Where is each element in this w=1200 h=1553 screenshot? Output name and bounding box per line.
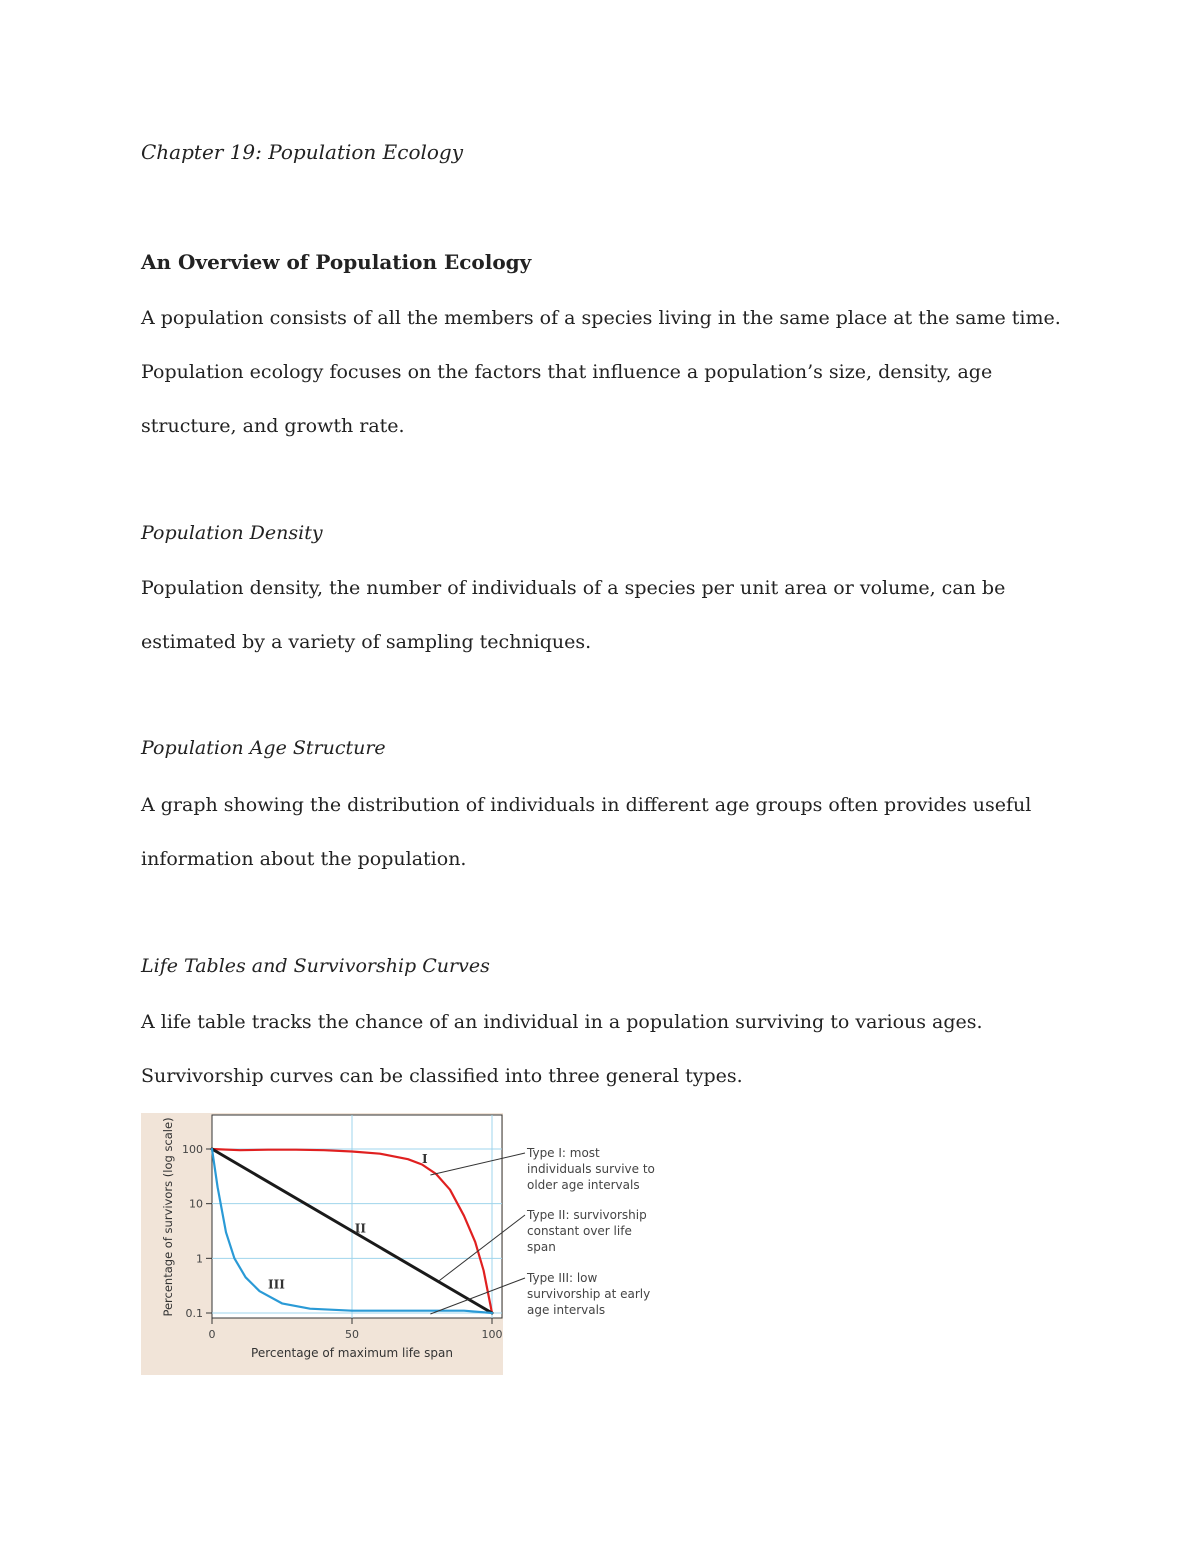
- intro-paragraph: A population consists of all the members of a species living in the same place at the same time. Population ecology focuses on the factors that influence a population’s size, density, age structure, and growth rate.: [141, 307, 1061, 437]
- subheading-population-density: Population Density: [141, 522, 323, 544]
- y-tick-label-2: 1: [196, 1252, 203, 1266]
- survivorship-chart: [141, 1113, 661, 1375]
- series-label-3: III: [268, 1277, 285, 1292]
- y-tick-label-1: 10: [189, 1197, 203, 1211]
- annotation-type-3: Type III: low survivorship at early age intervals: [527, 1271, 651, 1317]
- x-tick-label-2: 100: [481, 1328, 503, 1341]
- x-axis-title: Percentage of maximum life span: [251, 1346, 453, 1360]
- series-label-1: I: [422, 1152, 428, 1167]
- y-axis-title: Percentage of survivors (log scale): [161, 1117, 175, 1317]
- y-tick-label-0: 100: [182, 1143, 203, 1156]
- paragraph-age-structure: A graph showing the distribution of individuals in different age groups often provides useful information about the population.: [141, 794, 1032, 870]
- section-heading-overview: An Overview of Population Ecology: [141, 250, 532, 274]
- annotation-type-1: Type I: most individuals survive to older age intervals: [527, 1146, 655, 1192]
- survivorship-figure: [141, 1113, 661, 1375]
- x-tick-label-0: 0: [208, 1328, 216, 1341]
- x-tick-label-1: 50: [345, 1328, 359, 1341]
- paragraph-life-tables: A life table tracks the chance of an individual in a population surviving to various ages. Survivorship curves can be classified into three general types.: [141, 1011, 983, 1087]
- chapter-title: Chapter 19: Population Ecology: [141, 140, 464, 164]
- y-tick-label-3: 0.1: [185, 1307, 203, 1320]
- paragraph-population-density: Population density, the number of individuals of a species per unit area or volume, can be estimated by a variety of sampling techniques.: [141, 577, 1006, 653]
- subheading-age-structure: Population Age Structure: [141, 737, 386, 759]
- subheading-life-tables: Life Tables and Survivorship Curves: [141, 955, 490, 977]
- series-label-2: II: [354, 1221, 367, 1236]
- annotation-type-2: Type II: survivorship constant over life span: [527, 1208, 647, 1254]
